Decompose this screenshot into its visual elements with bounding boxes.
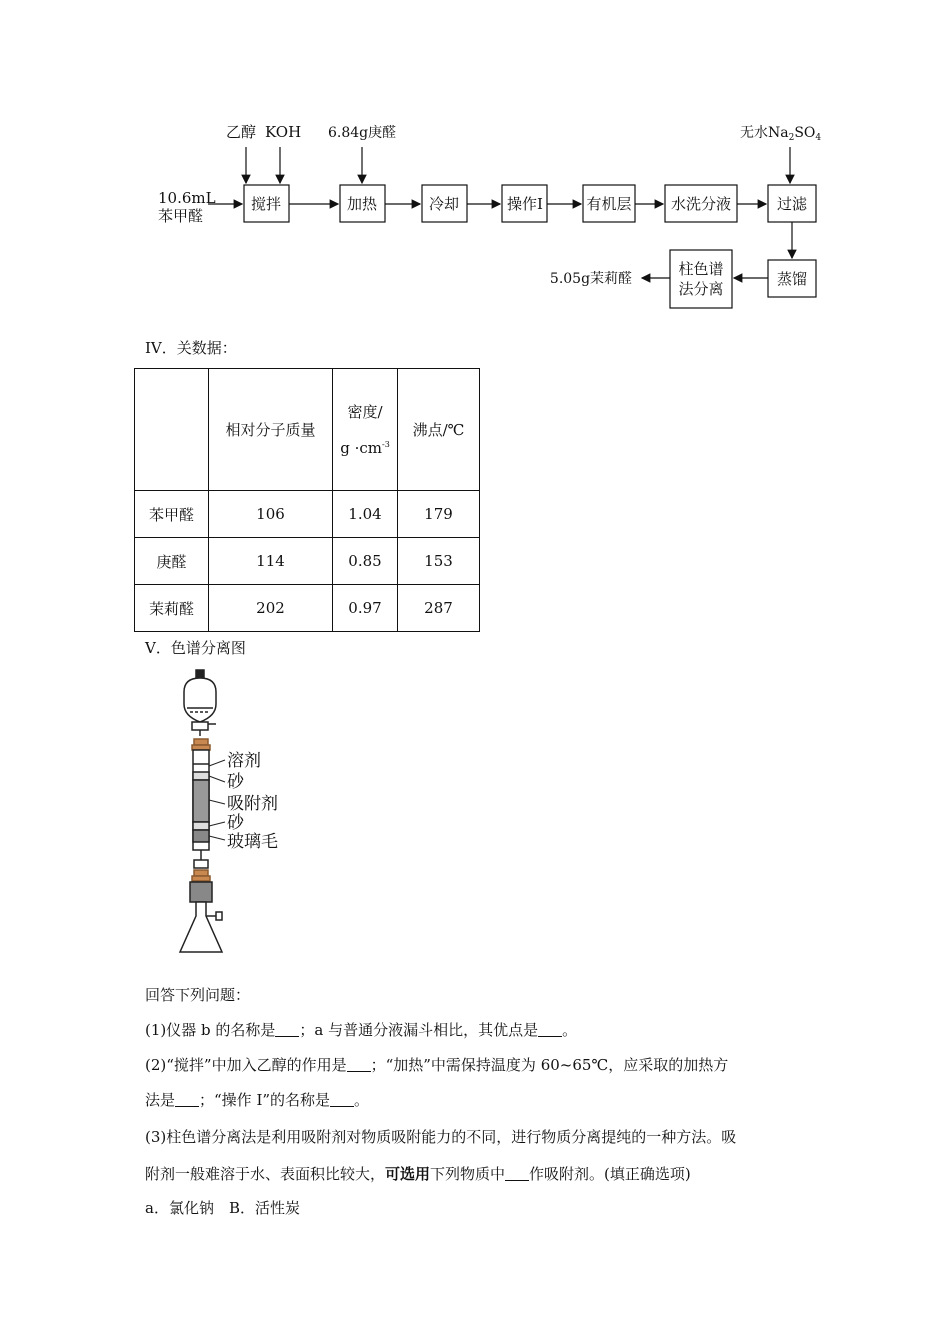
ethanol-label: 乙醇 [226, 123, 257, 141]
koh-label: KOH [265, 123, 302, 141]
step-distill: 蒸馏 [776, 270, 808, 288]
question-1: (1)仪器 b 的名称是 ；a 与普通分液漏斗相比，其优点是 。 [145, 1021, 578, 1039]
header-density [333, 369, 398, 491]
header-mw: 相对分子质量 [209, 369, 333, 491]
question-2-line1: (2)“搅拌”中加入乙醇的作用是 ；“加热”中需保持温度为 60~65℃，应采取的加热方 [145, 1056, 729, 1074]
section5-title: V．色谱分离图 [145, 639, 246, 657]
row-density: 0.85 [333, 538, 398, 585]
label-glass-wool: 玻璃毛 [227, 832, 278, 852]
step-wash: 水洗分液 [670, 195, 732, 213]
step-heat: 加热 [346, 195, 378, 213]
section4-title: IV．关数据： [145, 339, 237, 357]
question-3-line2: 附剂一般难溶于水、表面积比较大，可选用下列物质中 作吸附剂。(填正确选项) [145, 1165, 691, 1183]
header-density-line1: 密度/ [347, 402, 383, 421]
row-mw: 202 [209, 585, 333, 632]
chromatography-apparatus [170, 664, 330, 960]
answer-blank [330, 1092, 354, 1107]
step-column-line1: 柱色谱 [678, 260, 724, 278]
label-adsorbent: 吸附剂 [227, 794, 278, 814]
row-density: 0.97 [333, 585, 398, 632]
step-op1: 操作I [507, 195, 543, 213]
step-stir: 搅拌 [250, 195, 282, 213]
row-density: 1.04 [333, 491, 398, 538]
header-bp: 沸点/℃ [398, 369, 480, 491]
row-mw: 106 [209, 491, 333, 538]
row-bp: 287 [398, 585, 480, 632]
table-header-row [135, 369, 480, 491]
answer-blank [505, 1166, 529, 1181]
label-sand-bottom: 砂 [227, 813, 244, 833]
answer-blank [275, 1022, 299, 1037]
na2so4-label: 无水$Na_2SO_4$ [740, 125, 822, 143]
heptanal-label: 6.84g庚醛 [328, 125, 397, 141]
answer-blank [347, 1057, 371, 1072]
data-table [134, 368, 480, 632]
start-volume-label: 10.6mL [158, 189, 216, 207]
row-name: 苯甲醛 [135, 491, 209, 538]
product-label: 5.05g茉莉醛 [549, 271, 633, 287]
table-corner-cell [135, 369, 209, 491]
row-bp: 179 [398, 491, 480, 538]
step-filter: 过滤 [776, 195, 808, 213]
step-column-line2: 法分离 [678, 280, 724, 298]
row-bp: 153 [398, 538, 480, 585]
start-reagent-label: 苯甲醛 [158, 207, 204, 225]
row-name: 庚醛 [135, 538, 209, 585]
questions-intro: 回答下列问题： [145, 986, 251, 1004]
step-organic: 有机层 [586, 195, 632, 213]
step-box-column [670, 250, 732, 308]
question-3-line1: (3)柱色谱分离法是利用吸附剂对物质吸附能力的不同，进行物质分离提纯的一种方法。吸 [145, 1128, 737, 1146]
table-row [135, 538, 480, 585]
row-name: 茉莉醛 [135, 585, 209, 632]
table-row [135, 491, 480, 538]
answer-blank [538, 1022, 562, 1037]
question-3-options: a．氯化钠 B．活性炭 [145, 1199, 300, 1217]
label-sand-top: 砂 [227, 772, 244, 792]
header-density-line2: $g \cdot cm^{-3}$ [340, 438, 390, 457]
table-row [135, 585, 480, 632]
question-2-line2: 法是 ；“操作 I”的名称是 。 [145, 1091, 370, 1109]
answer-blank [175, 1092, 199, 1107]
step-cool: 冷却 [428, 195, 460, 213]
row-mw: 114 [209, 538, 333, 585]
label-solvent: 溶剂 [227, 751, 261, 771]
flow-chart [140, 110, 840, 320]
